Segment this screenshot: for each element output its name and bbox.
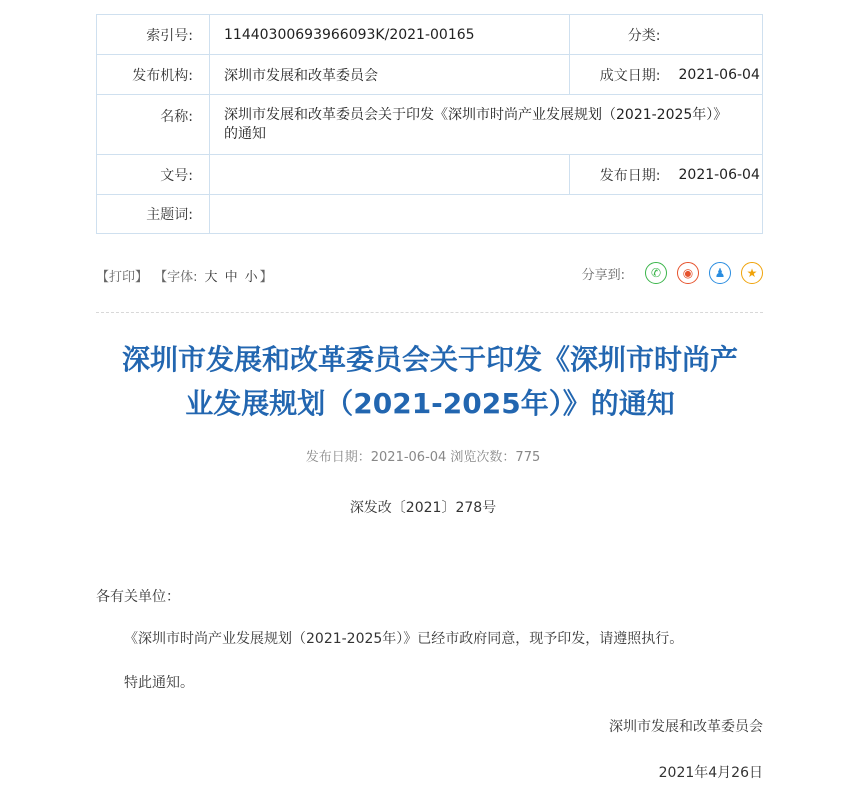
meta-row-name bbox=[97, 95, 763, 155]
meta-row-publisher bbox=[97, 55, 763, 95]
share-qzone-icon[interactable]: ★ bbox=[741, 262, 763, 284]
print-link[interactable]: 【打印】 bbox=[96, 270, 149, 285]
body-paragraph-2: 特此通知。 bbox=[124, 675, 194, 691]
body-paragraph-1: 《深圳市时尚产业发展规划（2021-2025年）》已经市政府同意，现予印发，请遵照执行。 bbox=[124, 631, 684, 647]
font-size-close: 】 bbox=[259, 270, 273, 285]
share-area bbox=[582, 262, 763, 284]
keywords-label: 主题词: bbox=[97, 195, 210, 234]
category-label: 分类: bbox=[570, 15, 675, 55]
published-date-label: 发布日期: bbox=[570, 155, 675, 195]
toolbar-left bbox=[96, 266, 275, 285]
name-value: 深圳市发展和改革委员会关于印发《深圳市时尚产业发展规划（2021-2025年）》的通知 bbox=[210, 95, 763, 155]
title-line-2: 业发展规划（2021-2025年）》的通知 bbox=[185, 387, 675, 420]
meta-row-index bbox=[97, 15, 763, 55]
share-weibo-icon[interactable]: ◉ bbox=[677, 262, 699, 284]
index-value: 11440300693966093K/2021-00165 bbox=[210, 15, 570, 55]
signature-date: 2021年4月26日 bbox=[658, 765, 763, 781]
meta-row-keywords bbox=[97, 195, 763, 234]
title-line-1: 深圳市发展和改革委员会关于印发《深圳市时尚产 bbox=[121, 343, 738, 376]
index-label: 索引号: bbox=[97, 15, 210, 55]
share-qq-icon[interactable]: ♟ bbox=[709, 262, 731, 284]
keywords-value bbox=[210, 195, 763, 234]
document-metadata-table bbox=[96, 14, 763, 234]
addressee: 各有关单位： bbox=[96, 589, 180, 605]
share-wechat-icon[interactable]: ✆ bbox=[645, 262, 667, 284]
signature-organization: 深圳市发展和改革委员会 bbox=[609, 719, 763, 735]
created-date-value: 2021-06-04 bbox=[675, 55, 763, 95]
font-small-link[interactable]: 小 bbox=[244, 270, 258, 285]
publish-info: 发布日期：2021-06-04 浏览次数：775 bbox=[305, 450, 541, 465]
publisher-value: 深圳市发展和改革委员会 bbox=[210, 55, 570, 95]
docnum-value bbox=[210, 155, 570, 195]
font-large-link[interactable]: 大 bbox=[204, 270, 218, 285]
published-date-value: 2021-06-04 bbox=[675, 155, 763, 195]
meta-row-docnum bbox=[97, 155, 763, 195]
font-medium-link[interactable]: 中 bbox=[224, 270, 238, 285]
share-label: 分享到: bbox=[581, 267, 625, 283]
created-date-label: 成文日期: bbox=[570, 55, 675, 95]
dashed-divider bbox=[96, 312, 763, 313]
document-number: 深发改〔2021〕278号 bbox=[349, 500, 497, 516]
name-label: 名称: bbox=[97, 95, 210, 155]
category-value bbox=[675, 15, 763, 55]
publisher-label: 发布机构: bbox=[97, 55, 210, 95]
article-title bbox=[80, 338, 780, 426]
docnum-label: 文号: bbox=[97, 155, 210, 195]
font-size-label: 【字体: bbox=[154, 270, 198, 285]
article-toolbar bbox=[96, 264, 763, 286]
